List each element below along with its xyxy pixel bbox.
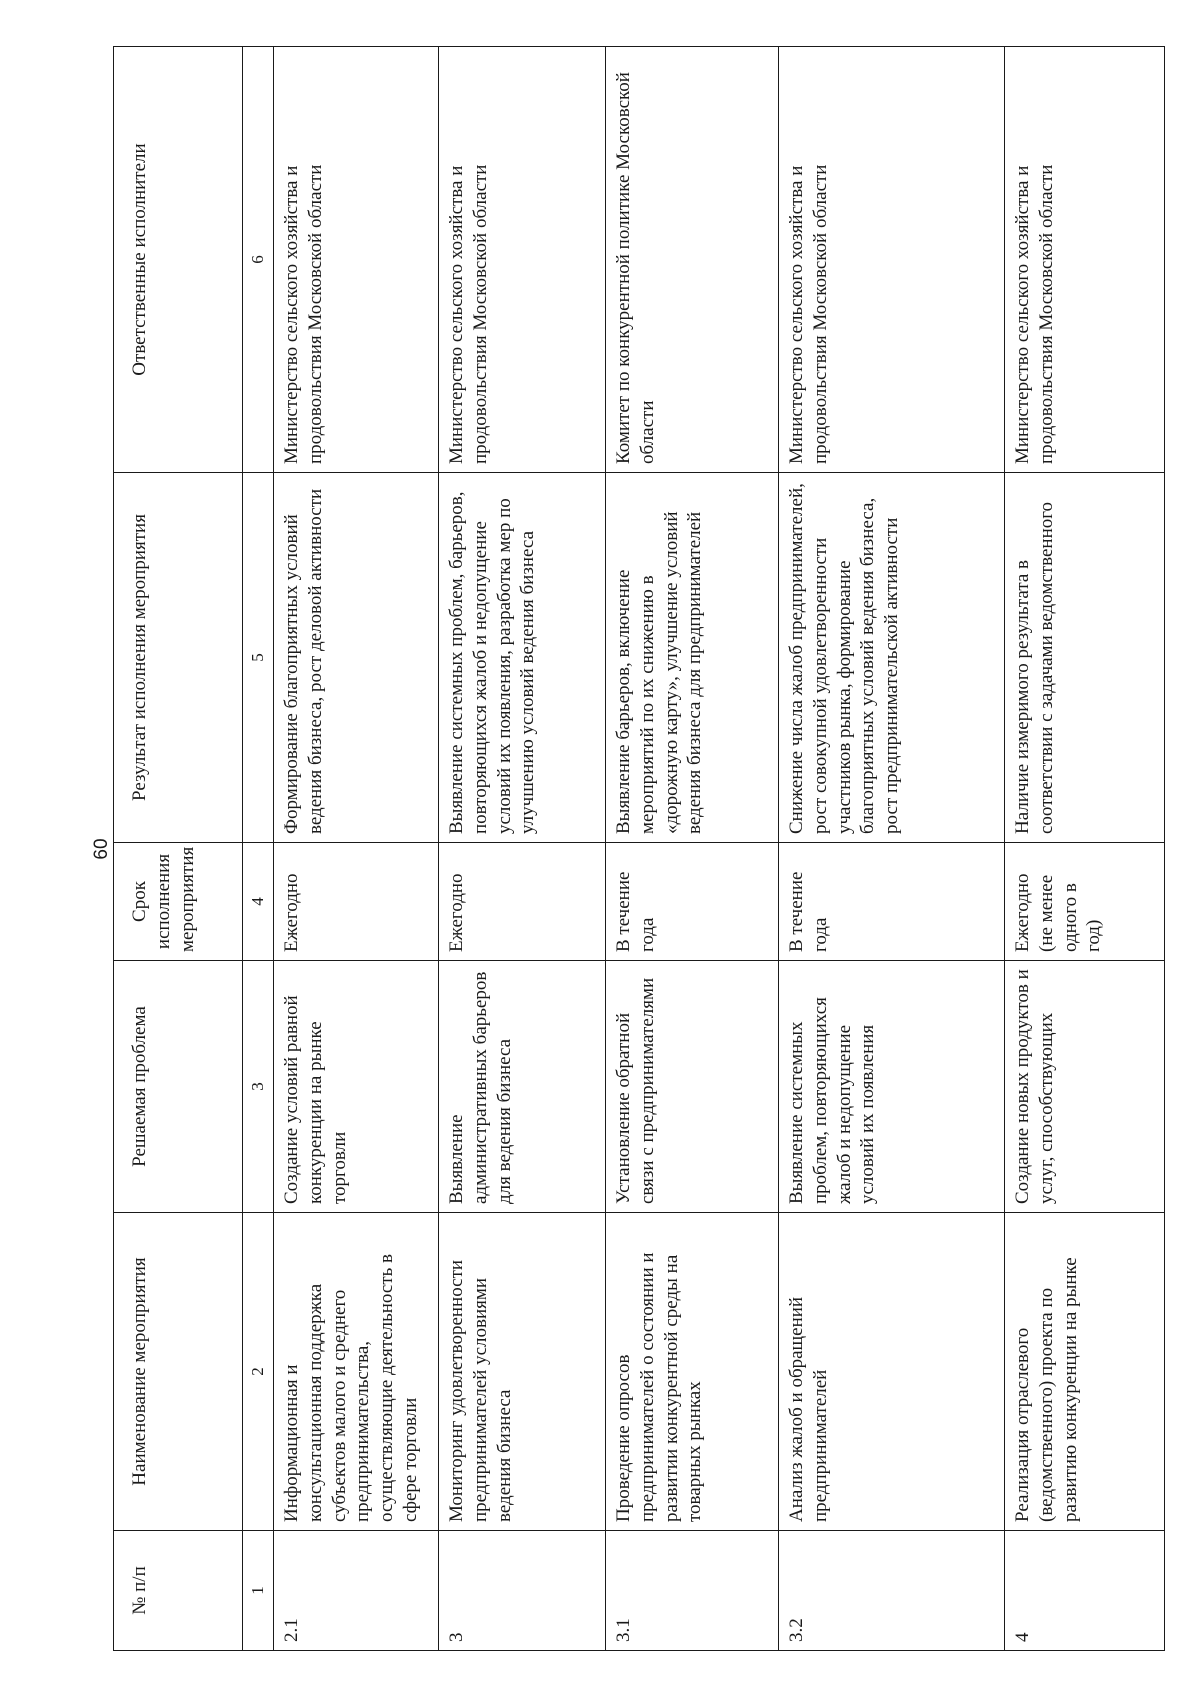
measure-name: Проведение опросов предпринимателей о состоянии и развитии конкурентной среды на товарных рынках [606, 1213, 779, 1531]
execution-result: Снижение числа жалоб предпринимателей, рост совокупной удовлетворенности участников рынка, формирование благоприятных условий ведения бизнеса, рост предпринимательской активности [779, 473, 1005, 843]
header-row [114, 47, 243, 1651]
column-number: 5 [243, 473, 274, 843]
responsible-executors: Комитет по конкурентной политике Московской области [606, 47, 779, 473]
rotated-table-container [113, 47, 1164, 1651]
header-name: Наименование мероприятия [114, 1213, 243, 1531]
page-number: 60 [91, 838, 112, 860]
header-result: Результат исполнения мероприятия [114, 473, 243, 843]
responsible-executors: Министерство сельского хозяйства и продовольствия Московской области [779, 47, 1005, 473]
action-plan-table [113, 46, 1165, 1651]
row-number: 2.1 [274, 1531, 439, 1651]
execution-term: Ежегодно [439, 843, 606, 961]
execution-result: Формирование благоприятных условий ведения бизнеса, рост деловой активности [274, 473, 439, 843]
column-number: 6 [243, 47, 274, 473]
execution-result: Выявление барьеров, включение мероприятий по их снижению в «дорожную карту», улучшение условий ведения бизнеса для предпринимателей [606, 473, 779, 843]
table-row [274, 47, 439, 1651]
problem-solved: Создание условий равной конкуренции на рынке торговли [274, 961, 439, 1213]
row-number: 3.2 [779, 1531, 1005, 1651]
column-number: 1 [243, 1531, 274, 1651]
table-row [1005, 47, 1165, 1651]
execution-term: В течение года [606, 843, 779, 961]
responsible-executors: Министерство сельского хозяйства и продовольствия Московской области [439, 47, 606, 473]
column-number-row [243, 47, 274, 1651]
row-number: 4 [1005, 1531, 1165, 1651]
column-number: 4 [243, 843, 274, 961]
row-number: 3.1 [606, 1531, 779, 1651]
responsible-executors: Министерство сельского хозяйства и продовольствия Московской области [1005, 47, 1165, 473]
problem-solved: Выявление системных проблем, повторяющихся жалоб и недопущение условий их появления [779, 961, 1005, 1213]
column-number: 3 [243, 961, 274, 1213]
column-number: 2 [243, 1213, 274, 1531]
header-responsible: Ответственные исполнители [114, 47, 243, 473]
header-term: Срок исполнения мероприятия [114, 843, 243, 961]
execution-term: В течение года [779, 843, 1005, 961]
measure-name: Анализ жалоб и обращений предпринимателей [779, 1213, 1005, 1531]
problem-solved: Установление обратной связи с предпринимателями [606, 961, 779, 1213]
header-number: № п/п [114, 1531, 243, 1651]
header-problem: Решаемая проблема [114, 961, 243, 1213]
measure-name: Реализация отраслевого (ведомственного) проекта по развитию конкуренции на рынке [1005, 1213, 1165, 1531]
measure-name: Мониторинг удовлетворенности предпринимателей условиями ведения бизнеса [439, 1213, 606, 1531]
table-row [439, 47, 606, 1651]
row-number: 3 [439, 1531, 606, 1651]
problem-solved: Выявление административных барьеров для ведения бизнеса [439, 961, 606, 1213]
measure-name: Информационная и консультационная поддержка субъектов малого и среднего предпринимательства, осуществляющие деятельность в сфере торговли [274, 1213, 439, 1531]
problem-solved: Создание новых продуктов и услуг, способствующих [1005, 961, 1165, 1213]
execution-result: Наличие измеримого результата в соответствии с задачами ведомственного [1005, 473, 1165, 843]
table-row [779, 47, 1005, 1651]
execution-result: Выявление системных проблем, барьеров, повторяющихся жалоб и недопущение условий их появления, разработка мер по улучшению условий ведения бизнеса [439, 473, 606, 843]
table-row [606, 47, 779, 1651]
table-frame [113, 47, 1164, 1651]
responsible-executors: Министерство сельского хозяйства и продовольствия Московской области [274, 47, 439, 473]
execution-term: Ежегодно (не менее одного в год) [1005, 843, 1165, 961]
execution-term: Ежегодно [274, 843, 439, 961]
